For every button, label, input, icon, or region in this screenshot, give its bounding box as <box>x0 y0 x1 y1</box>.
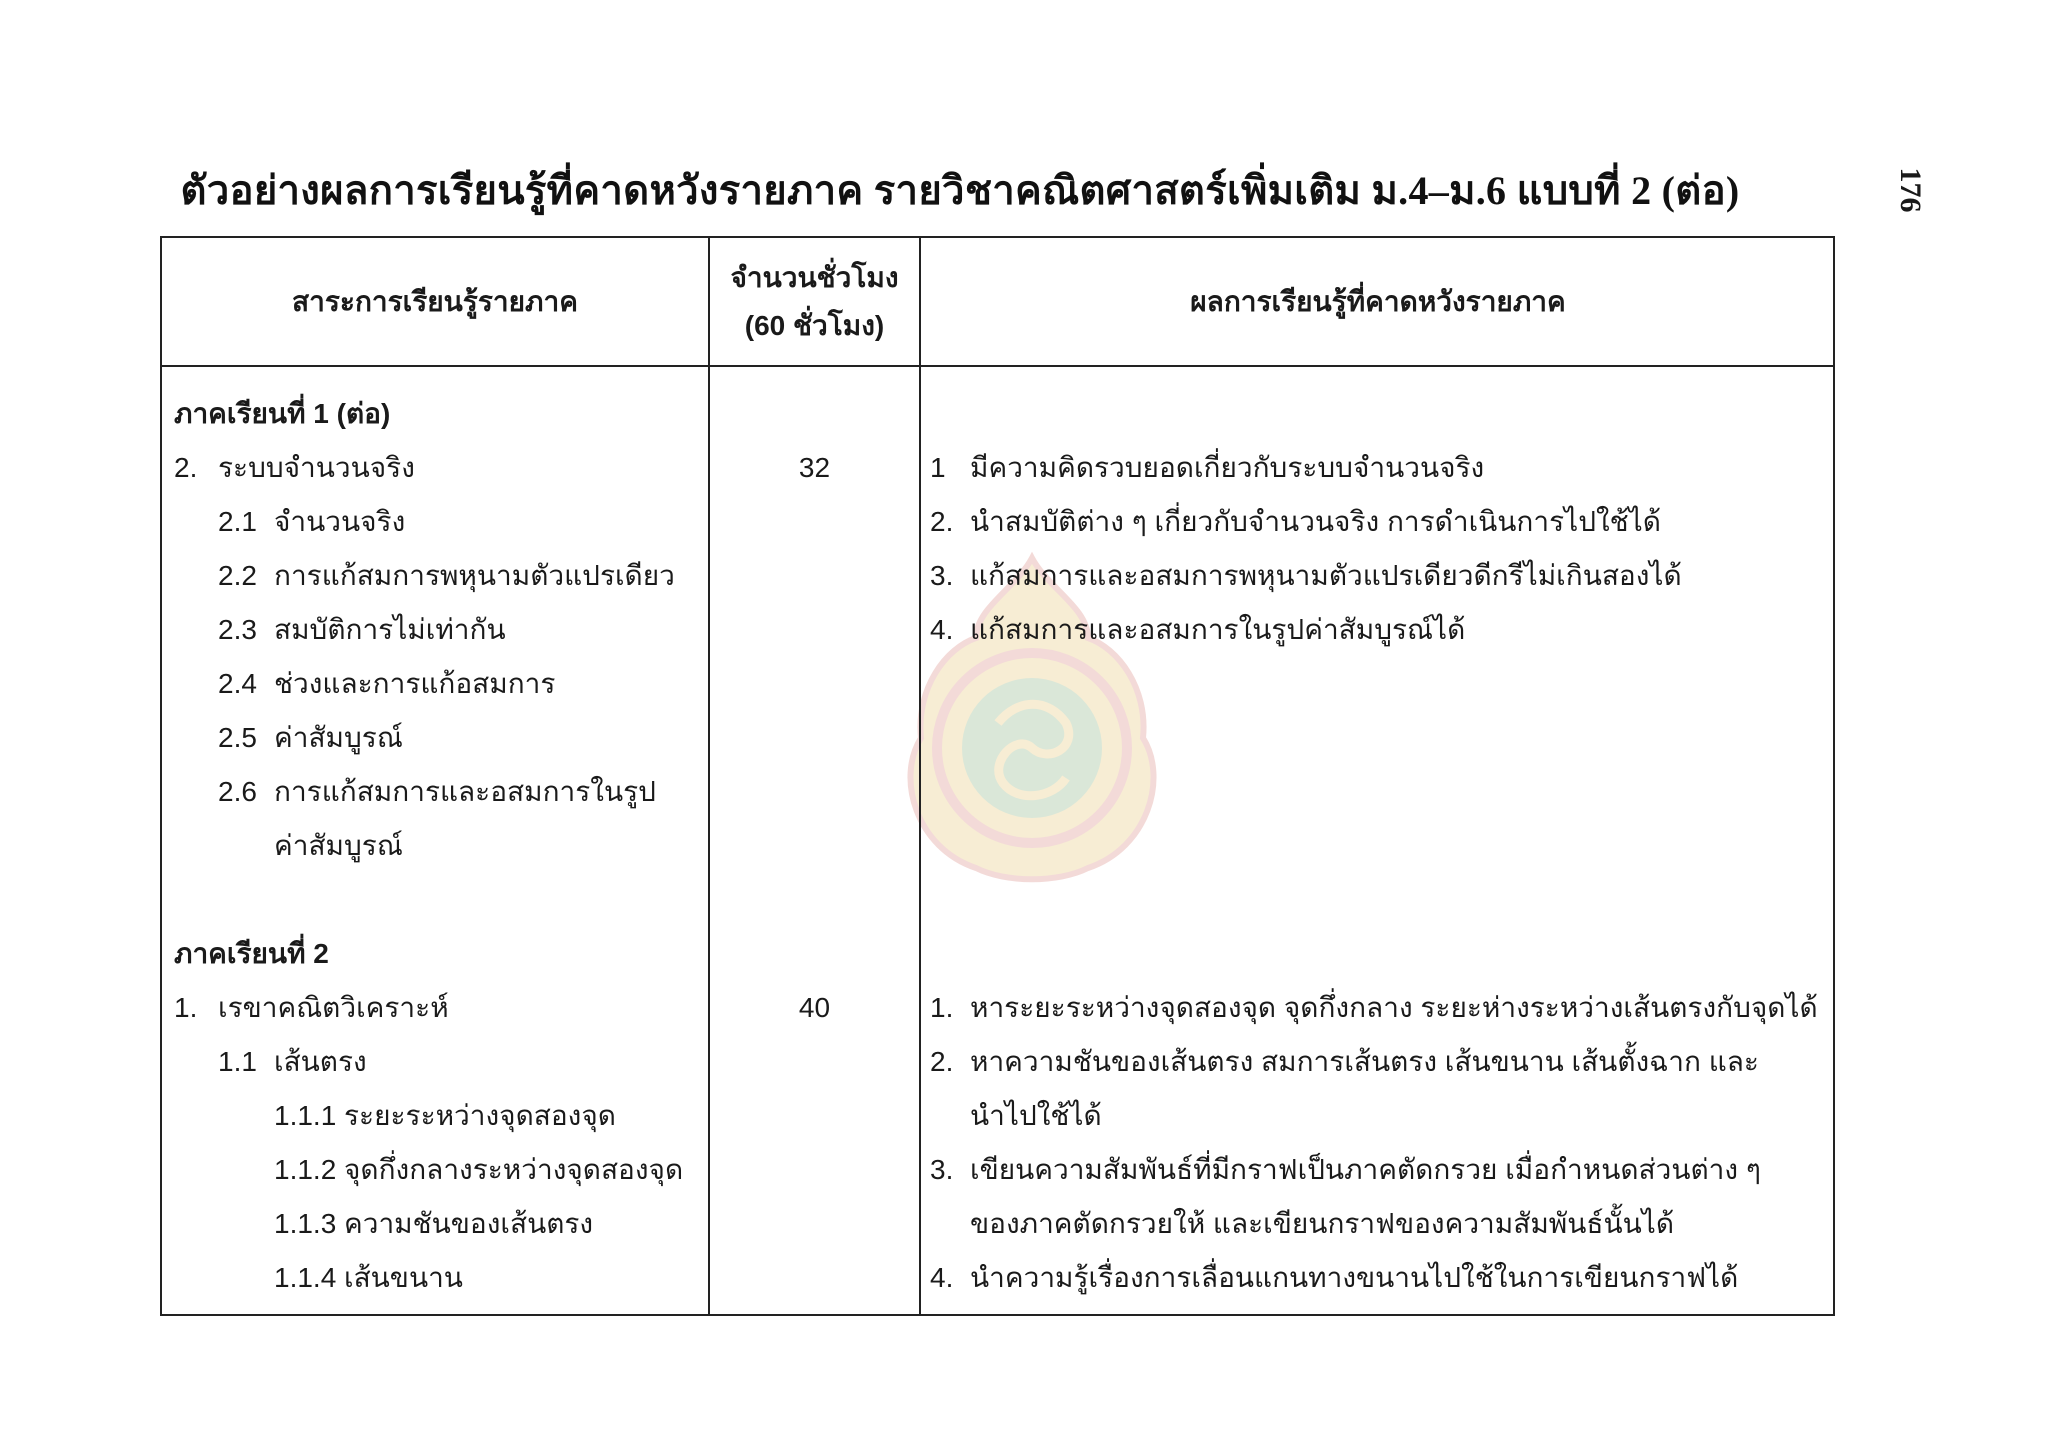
curriculum-table <box>160 236 1835 1316</box>
header-outcomes <box>921 238 1835 365</box>
subtopic-row: 2.6 การแก้สมการและอสมการในรูป <box>218 776 656 807</box>
header-content <box>162 238 708 365</box>
item-row: 1.1.1 ระยะระหว่างจุดสองจุด <box>274 1100 616 1131</box>
topic-number: 2. <box>174 452 198 483</box>
semester-2-hours: 40 <box>798 992 831 1023</box>
column-divider <box>708 238 710 1314</box>
header-hours-total: (60 ชั่วโมง) <box>744 309 885 341</box>
outcome-continuation: นำไปใช้ได้ <box>970 1100 1102 1131</box>
header-divider <box>162 365 1833 367</box>
subtopic-row: 2.3 สมบัติการไม่เท่ากัน <box>218 614 506 645</box>
subtopic-continuation: ค่าสัมบูรณ์ <box>274 830 403 861</box>
header-outcomes-label: ผลการเรียนรู้ที่คาดหวังรายภาค <box>1190 285 1566 317</box>
topic-text: ระบบจำนวนจริง <box>218 452 415 483</box>
semester-2-topic <box>174 981 449 1035</box>
outcome-continuation: ของภาคตัดกรวยให้ และเขียนกราฟของความสัมพันธ์นั้นได้ <box>970 1208 1675 1239</box>
column-divider <box>919 238 921 1314</box>
page-title: ตัวอย่างผลการเรียนรู้ที่คาดหวังรายภาค รายวิชาคณิตศาสตร์เพิ่มเติม ม.4–ม.6 แบบที่ 2 (ต่อ) <box>180 168 1740 213</box>
item-row: 1.1.4 เส้นขนาน <box>274 1262 463 1293</box>
subtopic-row: 2.5 ค่าสัมบูรณ์ <box>218 722 403 753</box>
outcome-row: 3. แก้สมการและอสมการพหุนามตัวแปรเดียวดีกรีไม่เกินสองได้ <box>930 560 1682 591</box>
outcome-row: 4. นำความรู้เรื่องการเลื่อนแกนทางขนานไปใช้ในการเขียนกราฟได้ <box>930 1262 1739 1293</box>
semester-1-hours: 32 <box>798 452 831 483</box>
semester-1-heading: ภาคเรียนที่ 1 (ต่อ) <box>174 398 391 429</box>
outcome-row: 2. นำสมบัติต่าง ๆ เกี่ยวกับจำนวนจริง การดำเนินการไปใช้ได้ <box>930 506 1661 537</box>
page-number: 176 <box>1894 167 1927 213</box>
header-hours <box>710 238 919 365</box>
semester-2-heading: ภาคเรียนที่ 2 <box>174 938 329 969</box>
subtopic-row: 1.1 เส้นตรง <box>218 1046 367 1077</box>
subtopic-row: 2.4 ช่วงและการแก้อสมการ <box>218 668 556 699</box>
item-row: 1.1.3 ความชันของเส้นตรง <box>274 1208 594 1239</box>
item-row: 1.1.2 จุดกึ่งกลางระหว่างจุดสองจุด <box>274 1154 684 1185</box>
outcome-row: 1 มีความคิดรวบยอดเกี่ยวกับระบบจำนวนจริง <box>930 452 1485 483</box>
header-hours-label: จำนวนชั่วโมง <box>730 261 899 293</box>
subtopic-row: 2.1 จำนวนจริง <box>218 506 406 537</box>
outcome-row: 3. เขียนความสัมพันธ์ที่มีกราฟเป็นภาคตัดกรวย เมื่อกำหนดส่วนต่าง ๆ <box>930 1154 1761 1185</box>
semester-1-topic <box>174 441 415 495</box>
outcome-row: 1. หาระยะระหว่างจุดสองจุด จุดกึ่งกลาง ระยะห่างระหว่างเส้นตรงกับจุดได้ <box>930 992 1818 1023</box>
outcome-row: 4. แก้สมการและอสมการในรูปค่าสัมบูรณ์ได้ <box>930 614 1466 645</box>
outcome-row: 2. หาความชันของเส้นตรง สมการเส้นตรง เส้นขนาน เส้นตั้งฉาก และ <box>930 1046 1759 1077</box>
header-content-label: สาระการเรียนรู้รายภาค <box>292 285 578 317</box>
topic-text: เรขาคณิตวิเคราะห์ <box>218 992 449 1023</box>
topic-number: 1. <box>174 992 198 1023</box>
subtopic-row: 2.2 การแก้สมการพหุนามตัวแปรเดียว <box>218 560 675 591</box>
